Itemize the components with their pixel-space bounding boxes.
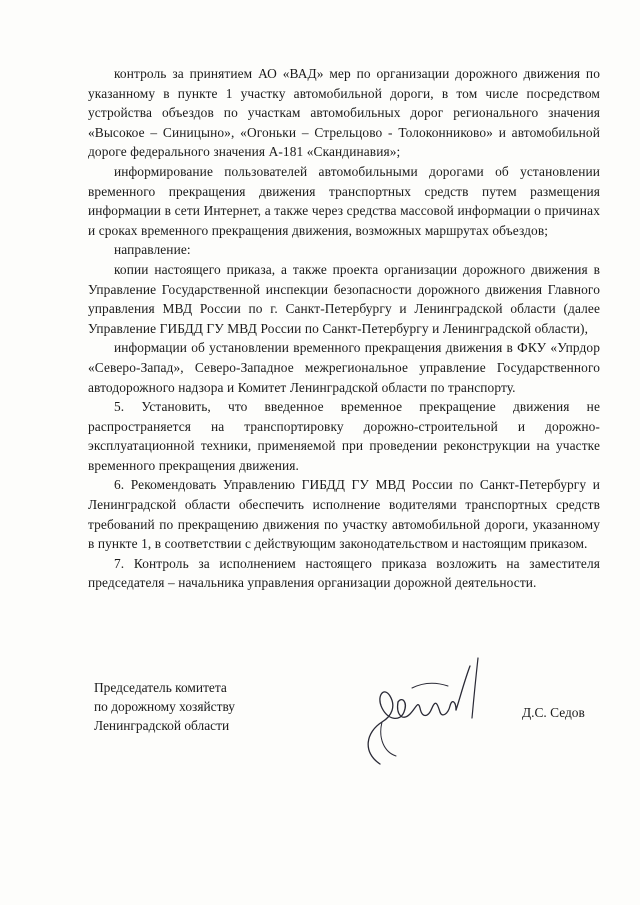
signer-name: Д.С. Седов xyxy=(522,705,585,720)
signer-position-line: Председатель комитета xyxy=(94,680,227,695)
signer-position xyxy=(94,678,314,735)
document-body xyxy=(88,64,600,593)
paragraph-direction-heading: направление: xyxy=(114,242,191,258)
paragraph-item-5: 5. Установить, что введенное временное прекращение движения не распространяется на транспортировку дорожно-строительной и дорожно-эксплуатационной техники, применяемой при проведении реконструкции на участке временного прекращения движения. xyxy=(88,399,600,473)
signer-position-line: Ленинградской области xyxy=(94,718,230,733)
paragraph-information-fku: информации об установлении временного прекращения движения в ФКУ «Упрдор «Северо-Запад», Северо-Западное межрегиональное управление Государственного автодорожного надзора и Комитет Ленинградской области по транспорту. xyxy=(88,340,600,395)
signature-block xyxy=(0,672,640,772)
paragraph-item-6: 6. Рекомендовать Управлению ГИБДД ГУ МВД России по Санкт-Петербургу и Ленинградской области обеспечить исполнение водителями транспортных средств требований по прекращению движения по участку автомобильной дороги, указанному в пункте 1, в соответствии с действующим законодательством и настоящим приказом. xyxy=(88,477,600,552)
signature-stroke xyxy=(398,702,456,718)
paragraph-order-copies: копии настоящего приказа, а также проекта организации дорожного движения в Управление Государственной инспекции безопасности дорожного движения Главного управления МВД России по г. Санкт-Петербургу и Ленинградской области (далее Управление ГИБДД ГУ МВД России по Санкт-Петербургу и Ленинградской области), xyxy=(88,261,600,336)
signature-stroke xyxy=(381,722,396,756)
handwritten-signature xyxy=(352,652,502,772)
paragraph-item-7: 7. Контроль за исполнением настоящего приказа возложить на заместителя председателя – начальника управления организации дорожной деятельности. xyxy=(88,555,600,591)
paragraph-control-vad: контроль за принятием АО «ВАД» мер по организации дорожного движения по указанному в пункте 1 участку автомобильной дороги, в том числе посредством устройства объездов по участкам автомобильных дорог регионального значения «Высокое – Синицыно», «Огоньки – Стрельцово - Толоконниково» и автомобильной дороге федерального значения А-181 «Скандинавия»; xyxy=(88,66,600,160)
signature-stroke xyxy=(412,683,448,688)
paragraph-informing-users: информирование пользователей автомобильными дорогами об установлении временного прекращения движения транспортных средств путем размещения информации в сети Интернет, а также через средства массовой информации о причинах и сроках временного прекращения движения, возможных маршрутах объездов; xyxy=(88,163,600,238)
signature-stroke xyxy=(456,666,470,710)
signer-position-line: по дорожному хозяйству xyxy=(94,699,235,714)
signature-stroke xyxy=(368,692,405,764)
signature-stroke xyxy=(472,658,478,718)
